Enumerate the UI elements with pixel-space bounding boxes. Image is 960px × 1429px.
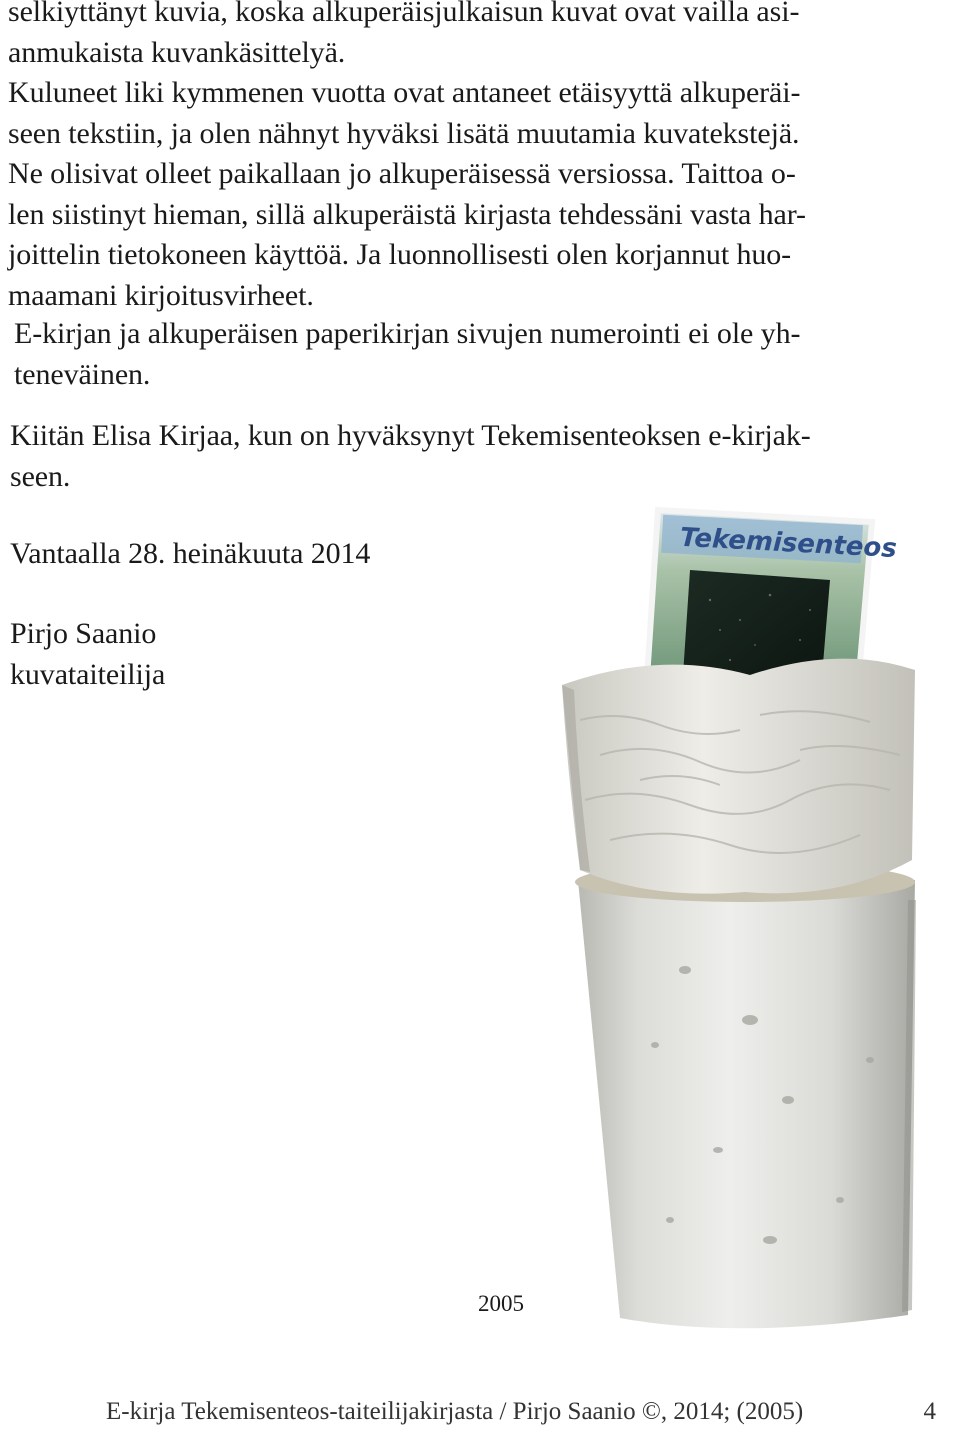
paragraph-intro: [8, 0, 918, 316]
footer-text: E-kirja Tekemisenteos-taiteilijakirjasta / Pirjo Saanio ©, 2014; (2005): [106, 1398, 804, 1425]
page-number: 4: [923, 1398, 936, 1425]
paragraph-thanks: [10, 416, 920, 497]
text-line: seen.: [10, 459, 71, 493]
vessel-top: [562, 659, 915, 894]
book-cover-title: Tekemisenteos: [679, 522, 898, 565]
text-line: seen tekstiin, ja olen nähnyt hyväksi lisätä muutamia kuvatekstejä.: [8, 116, 800, 150]
text-line: selkiyttänyt kuvia, koska alkuperäisjulkaisun kuvat ovat vailla asi-: [8, 0, 800, 28]
text-line: maamani kirjoitusvirheet.: [8, 278, 314, 312]
text-line: Kiitän Elisa Kirjaa, kun on hyväksynyt Tekemisenteoksen e-kirjak-: [10, 419, 811, 452]
paragraph-numbering: [14, 314, 924, 395]
page-footer: [106, 1396, 936, 1428]
text-line: len siistinyt hieman, sillä alkuperäistä kirjasta tehdessäni vasta har-: [8, 197, 806, 231]
text-line: teneväinen.: [14, 357, 151, 391]
text-line: E-kirjan ja alkuperäisen paperikirjan sivujen numerointi ei ole yh-: [14, 317, 801, 350]
photo-caption: 2005: [478, 1291, 524, 1316]
text-line: joittelin tietokoneen käyttöä. Ja luonnollisesti olen korjannut huo-: [8, 238, 792, 271]
signature-title: kuvataiteilija: [10, 657, 166, 691]
signature-name: Pirjo Saanio: [10, 617, 157, 650]
place-date: Vantaalla 28. heinäkuuta 2014: [10, 537, 371, 570]
sculpture-photo: [540, 500, 940, 1350]
text-line: anmukaista kuvankäsittelyä.: [8, 35, 346, 69]
text-line: Kuluneet liki kymmenen vuotta ovat antaneet etäisyyttä alkuperäi-: [8, 76, 801, 109]
vessel-base: [578, 880, 915, 1328]
text-line: Ne olisivat olleet paikallaan jo alkuperäisessä versiossa. Taittoa o-: [8, 157, 796, 190]
